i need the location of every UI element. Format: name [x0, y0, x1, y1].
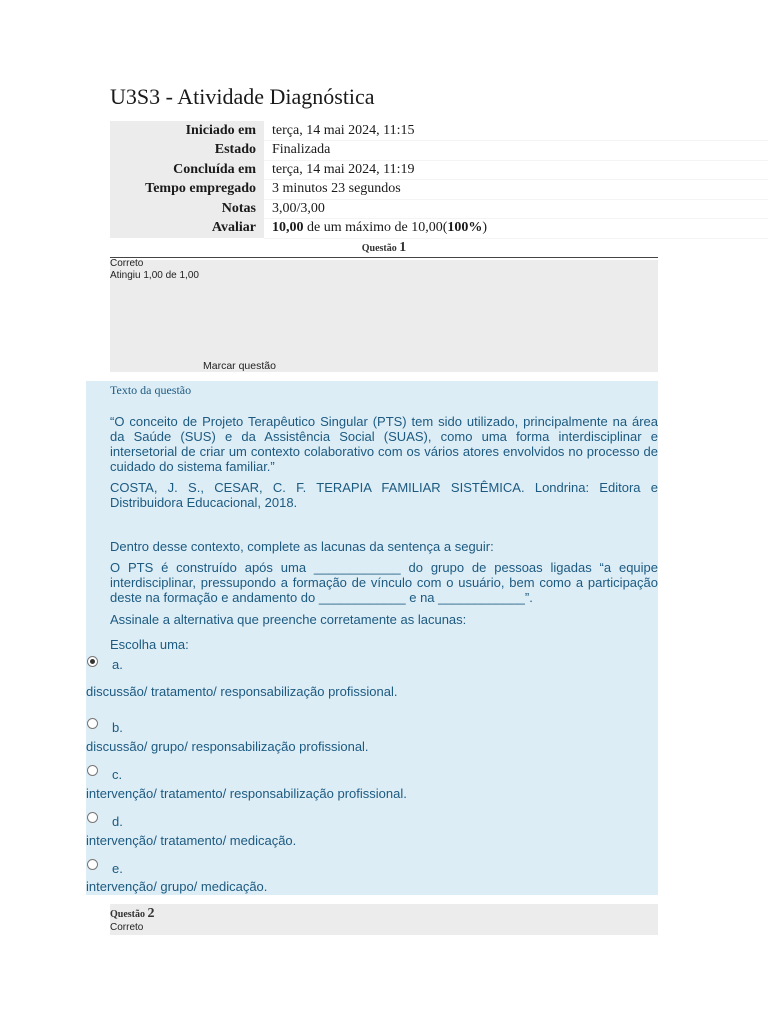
radio-button-selected[interactable]: [87, 656, 98, 667]
grade-close: ): [482, 220, 488, 236]
question-sentence: O PTS é construído após uma ____________ do grupo de pessoas ligadas “a equipe interdisciplinar, pressupondo a formação de vínculo com o usuário, bem como a participação deste na formação e andamento do ____________ e na ____________”.: [110, 560, 658, 605]
question-1-heading: [110, 240, 658, 258]
question-word: Questão: [110, 909, 145, 920]
question-state: Correto: [110, 258, 144, 269]
page-title: U3S3 - Atividade Diagnóstica: [110, 84, 375, 109]
summary-label: Tempo empregado: [110, 180, 264, 200]
option-letter: e.: [112, 861, 123, 876]
grade-percent: 100%: [447, 220, 483, 236]
summary-value: [264, 219, 768, 239]
question-1-content: [86, 381, 658, 895]
question-1-info: [110, 260, 658, 372]
summary-label: Notas: [110, 199, 264, 219]
summary-label: Estado: [110, 141, 264, 161]
option-letter: b.: [112, 720, 123, 735]
option-text[interactable]: discussão/ grupo/ responsabilização profissional.: [86, 739, 369, 754]
question-context: Dentro desse contexto, complete as lacunas da sentença a seguir:: [110, 539, 494, 554]
grade-max: de um máximo de 10,00(: [303, 220, 448, 236]
radio-button[interactable]: [87, 859, 98, 870]
grade-score: 10,00: [272, 220, 304, 236]
question-instruction: Assinale a alternativa que preenche corretamente as lacunas:: [110, 612, 467, 627]
summary-value: 3 minutos 23 segundos: [264, 180, 768, 200]
radio-button[interactable]: [87, 765, 98, 776]
question-number: 2: [147, 906, 155, 921]
question-quote: “O conceito de Projeto Terapêutico Singular (PTS) tem sido utilizado, principalmente na área da Saúde (SUS) e da Assistência Social (SUAS), como uma forma interdisciplinar e intersetorial de criar um contexto colaborativo com os vários atores envolvidos no processo de cuidado do sistema familiar.”: [110, 414, 658, 474]
option-text[interactable]: intervenção/ tratamento/ responsabilização profissional.: [86, 786, 407, 801]
option-letter: a.: [112, 657, 123, 672]
option-text[interactable]: intervenção/ grupo/ medicação.: [86, 879, 268, 894]
option-text[interactable]: discussão/ tratamento/ responsabilização profissional.: [86, 684, 398, 699]
radio-button[interactable]: [87, 812, 98, 823]
summary-label: Avaliar: [110, 219, 264, 239]
option-text[interactable]: intervenção/ tratamento/ medicação.: [86, 833, 297, 848]
summary-row-grade: [110, 219, 768, 239]
option-letter: d.: [112, 814, 123, 829]
summary-value: Finalizada: [264, 141, 768, 161]
summary-row-time-taken: [110, 180, 768, 200]
question-text-label: Texto da questão: [110, 383, 192, 397]
summary-row-started: [110, 121, 768, 141]
question-2-header: [110, 904, 658, 935]
question-2-heading: [110, 906, 155, 922]
flag-question-link[interactable]: Marcar questão: [203, 360, 276, 372]
question-grade: Atingiu 1,00 de 1,00: [110, 270, 199, 281]
summary-row-state: [110, 141, 768, 161]
option-letter: c.: [112, 767, 123, 782]
summary-row-marks: [110, 199, 768, 219]
radio-button[interactable]: [87, 718, 98, 729]
question-word: Questão: [361, 243, 397, 254]
question-citation: COSTA, J. S., CESAR, C. F. TERAPIA FAMILIAR SISTÊMICA. Londrina: Editora e Distribuidora Educacional, 2018.: [110, 480, 658, 510]
summary-value: terça, 14 mai 2024, 11:19: [264, 160, 768, 180]
question-state: Correto: [110, 922, 144, 933]
summary-label: Concluída em: [110, 160, 264, 180]
summary-value: terça, 14 mai 2024, 11:15: [264, 121, 768, 141]
attempt-summary-table: [110, 121, 768, 239]
choose-one-label: Escolha uma:: [110, 637, 189, 652]
question-number: 1: [399, 240, 407, 255]
summary-row-completed: [110, 160, 768, 180]
summary-label: Iniciado em: [110, 121, 264, 141]
summary-value: 3,00/3,00: [264, 199, 768, 219]
